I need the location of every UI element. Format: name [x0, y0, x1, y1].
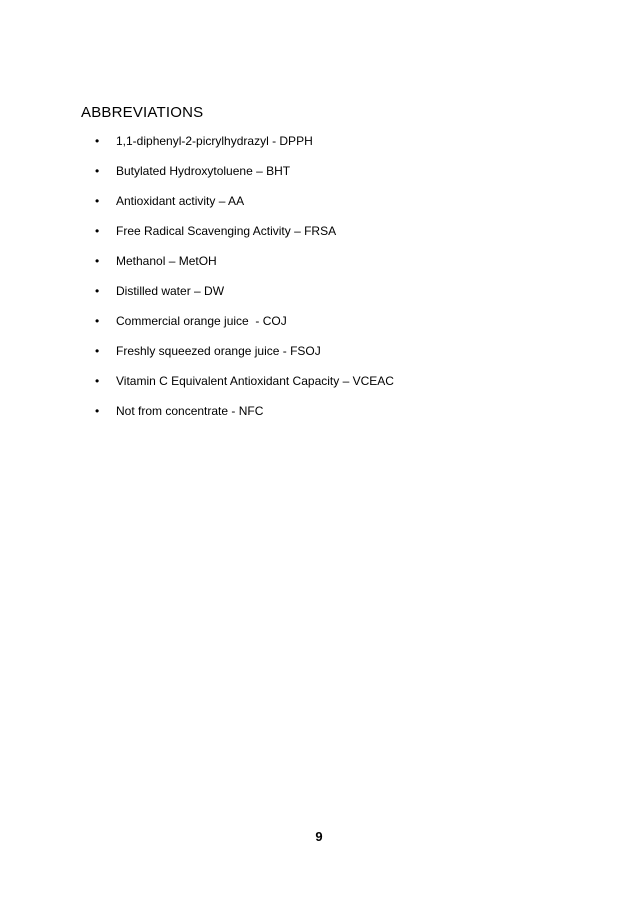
list-item-text: Antioxidant activity – AA	[116, 194, 245, 208]
list-item-text: Butylated Hydroxytoluene – BHT	[116, 164, 291, 178]
abbreviations-list	[0, 126, 600, 426]
list-item	[0, 336, 600, 366]
bullet-icon: •	[95, 224, 100, 238]
list-item-text: Methanol – MetOH	[116, 254, 217, 268]
list-item	[0, 126, 600, 156]
list-item-text: Not from concentrate - NFC	[116, 404, 264, 418]
list-item	[0, 306, 600, 336]
list-item	[0, 216, 600, 246]
list-item-text: Freshly squeezed orange juice - FSOJ	[116, 344, 321, 358]
bullet-icon: •	[95, 404, 100, 418]
section-heading: ABBREVIATIONS	[81, 104, 204, 121]
list-item	[0, 186, 600, 216]
list-item	[0, 156, 600, 186]
list-item	[0, 396, 600, 426]
list-item-text: Vitamin C Equivalent Antioxidant Capacity – VCEAC	[116, 374, 394, 388]
list-item-text: Commercial orange juice - COJ	[116, 314, 287, 328]
bullet-icon: •	[95, 284, 100, 298]
page-number: 9	[315, 829, 323, 844]
list-item-text: Free Radical Scavenging Activity – FRSA	[116, 224, 337, 238]
list-item-text: 1,1-diphenyl-2-picrylhydrazyl - DPPH	[116, 134, 313, 148]
bullet-icon: •	[95, 134, 100, 148]
list-item	[0, 276, 600, 306]
bullet-icon: •	[95, 344, 100, 358]
list-item	[0, 366, 600, 396]
bullet-icon: •	[95, 254, 100, 268]
bullet-icon: •	[95, 314, 100, 328]
bullet-icon: •	[95, 374, 100, 388]
bullet-icon: •	[95, 164, 100, 178]
list-item-text: Distilled water – DW	[116, 284, 225, 298]
bullet-icon: •	[95, 194, 100, 208]
list-item	[0, 246, 600, 276]
